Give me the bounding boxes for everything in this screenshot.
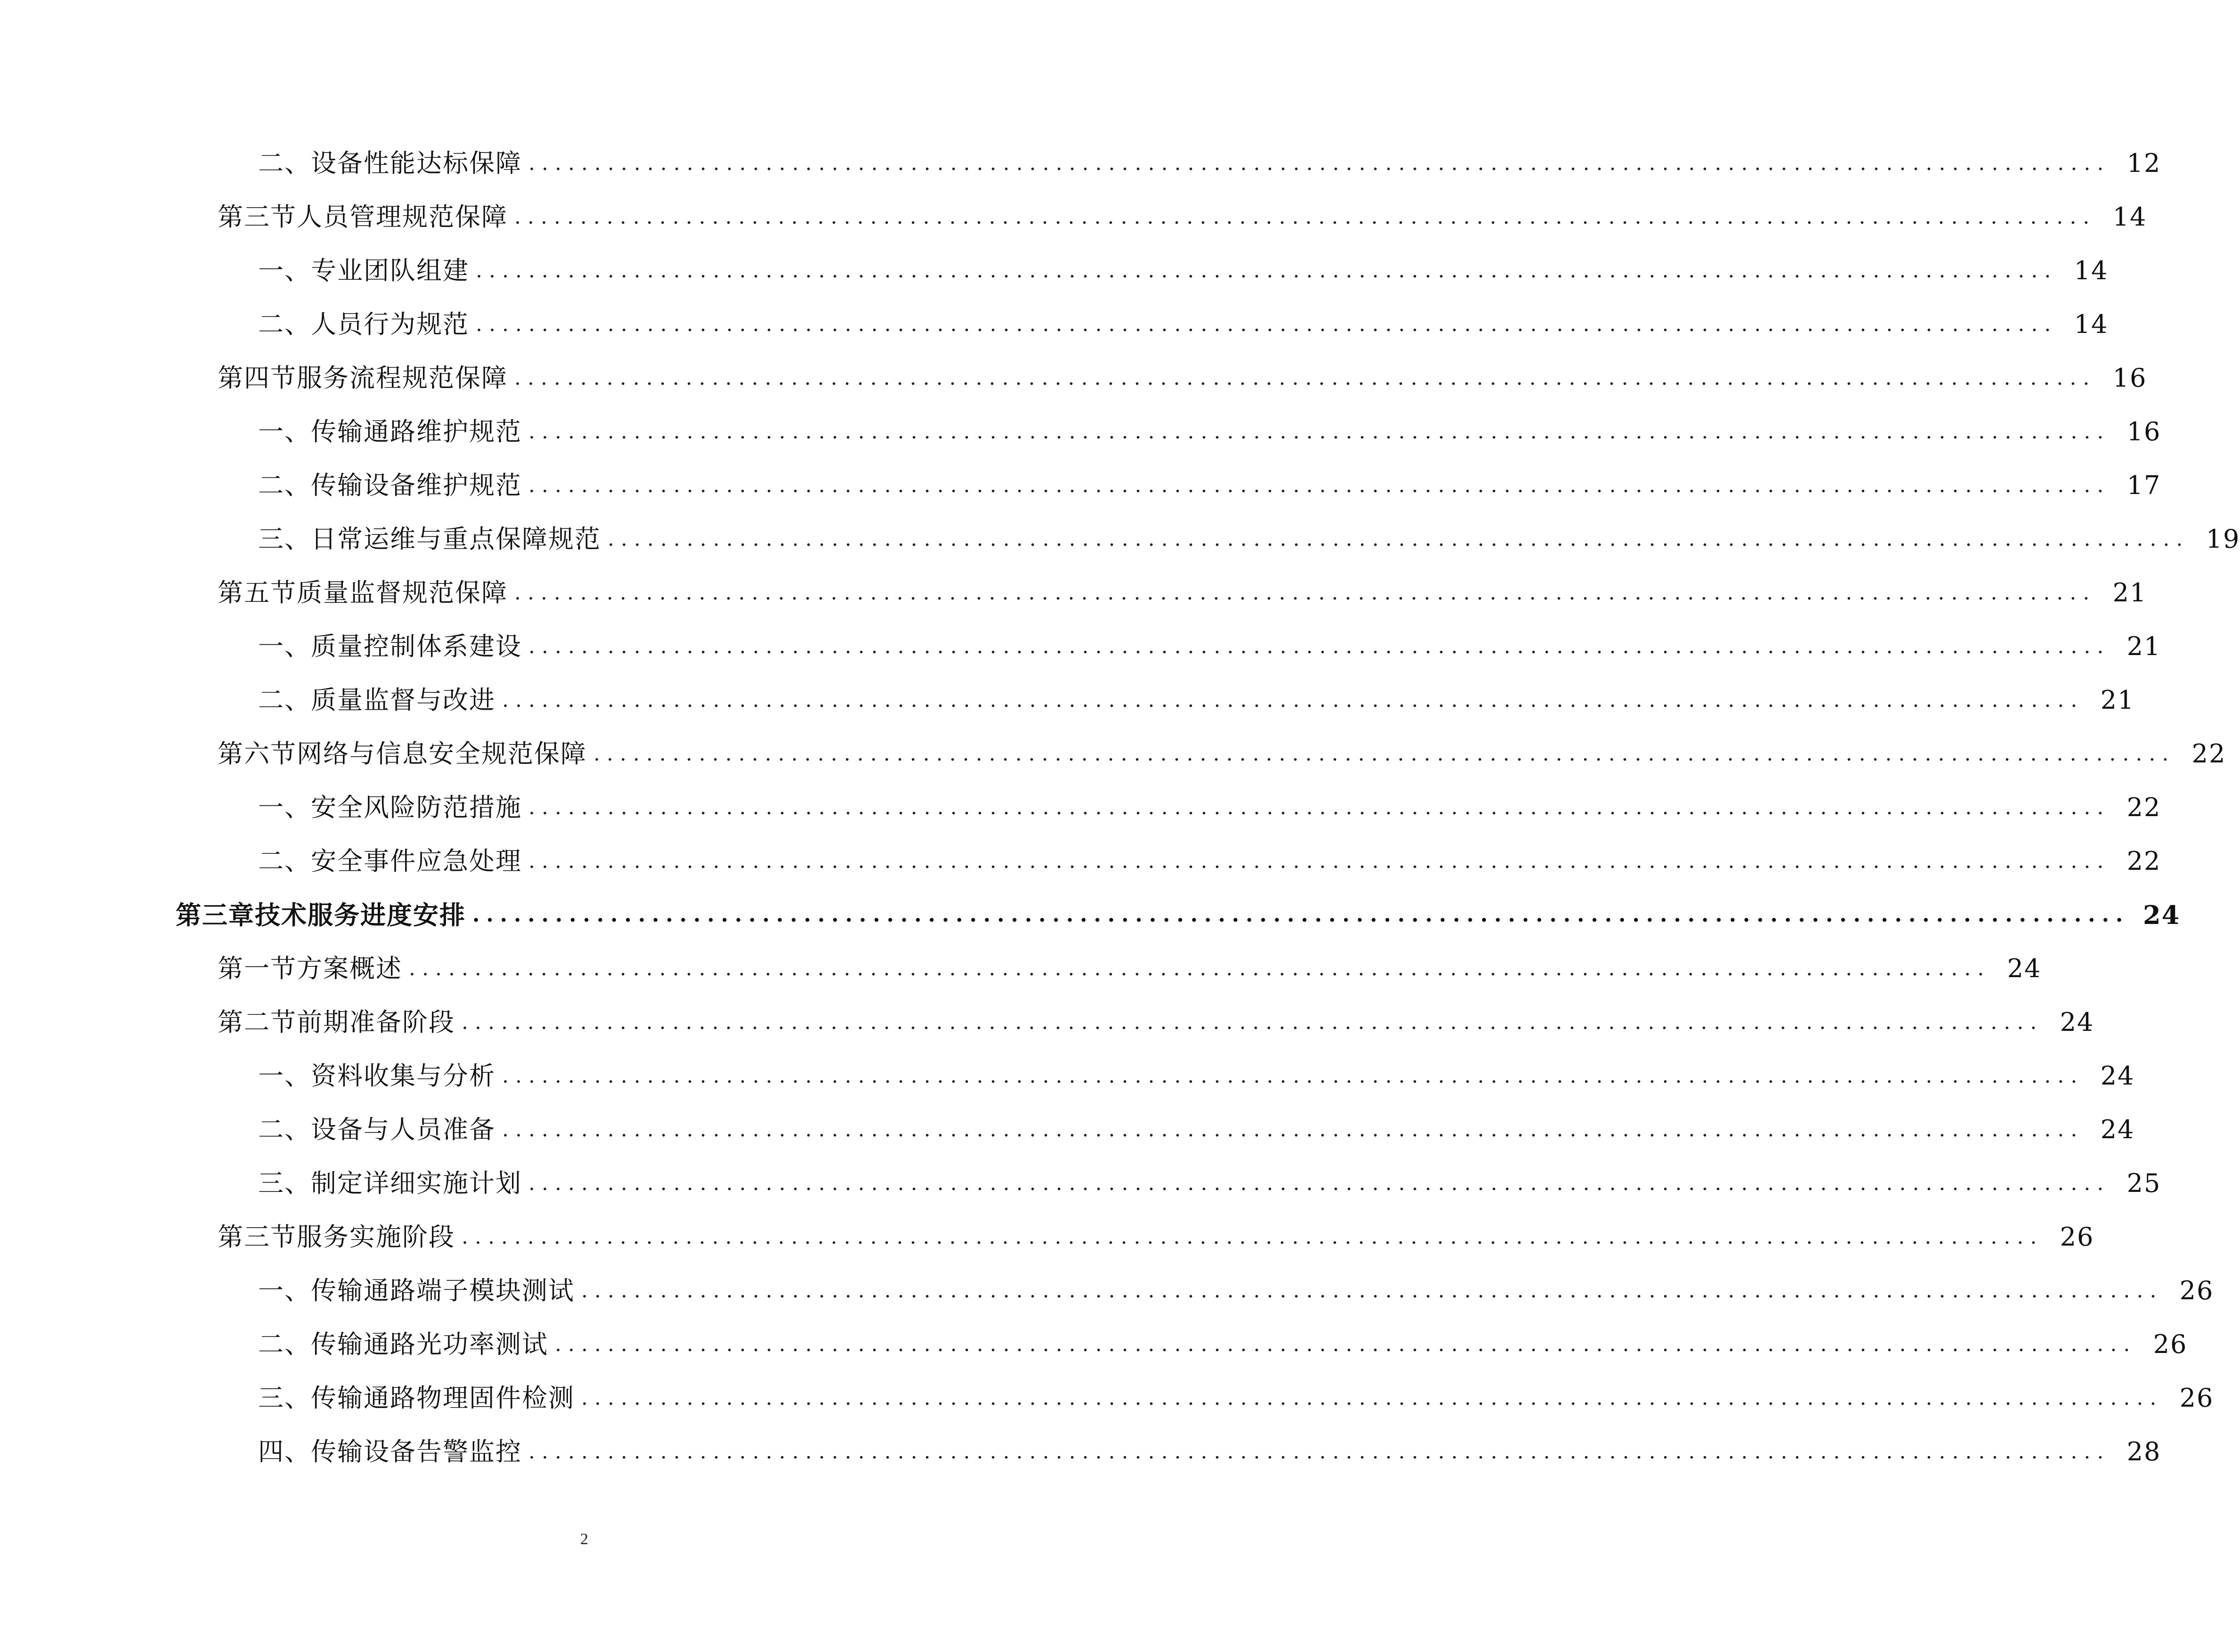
toc-leader-dots: ........................................................................................................................ bbox=[502, 1064, 2084, 1088]
toc-leader-dots: ........................................................................................................................ bbox=[581, 1386, 2163, 1410]
toc-entry-page: 16 bbox=[2112, 363, 2147, 393]
toc-entry-title: 传输通路物理固件检测 bbox=[311, 1383, 575, 1413]
toc-entry-number: 二、 bbox=[258, 309, 311, 339]
toc-entry-title: 网络与信息安全规范保障 bbox=[297, 739, 587, 769]
toc-entry-title: 质量控制体系建设 bbox=[311, 632, 522, 661]
toc-leader-dots: ........................................................................................................................ bbox=[528, 1440, 2110, 1464]
toc-entry-number: 第一节 bbox=[218, 954, 297, 983]
toc-entry-page: 22 bbox=[2126, 793, 2161, 822]
toc-leader-dots: ........................................................................................................................ bbox=[472, 903, 2130, 927]
toc-entry-number: 二、 bbox=[258, 685, 311, 715]
toc-entry-page: 21 bbox=[2126, 632, 2161, 661]
toc-entry-title: 服务实施阶段 bbox=[297, 1222, 455, 1252]
toc-entry[interactable] bbox=[0, 190, 2147, 244]
toc-entry-page: 25 bbox=[2126, 1168, 2161, 1198]
toc-entry[interactable] bbox=[0, 566, 2147, 620]
toc-entry-number: 第二节 bbox=[218, 1007, 297, 1037]
toc-entry-title: 方案概述 bbox=[297, 954, 402, 983]
toc-entry-title: 设备性能达标保障 bbox=[311, 148, 522, 178]
toc-entry-number: 三、 bbox=[258, 1383, 311, 1413]
toc-leader-dots: ........................................................................................................................ bbox=[476, 259, 2058, 283]
toc-leader-dots: ........................................................................................................................ bbox=[528, 473, 2110, 497]
toc-leader-dots: ........................................................................................................................ bbox=[409, 956, 1991, 980]
toc-entry-page: 12 bbox=[2126, 148, 2161, 178]
toc-entry-page: 22 bbox=[2191, 739, 2226, 769]
toc-leader-dots: ........................................................................................................................ bbox=[514, 205, 2096, 229]
toc-leader-dots: ........................................................................................................................ bbox=[528, 151, 2110, 175]
toc-entry-page: 16 bbox=[2126, 417, 2161, 446]
toc-entry-number: 四、 bbox=[258, 1437, 311, 1466]
toc-entry-number: 二、 bbox=[258, 1329, 311, 1359]
toc-entry-title: 设备与人员准备 bbox=[311, 1115, 495, 1144]
toc-entry[interactable] bbox=[0, 1049, 2135, 1103]
toc-leader-dots: ........................................................................................................................ bbox=[462, 1225, 2044, 1249]
toc-entry-title: 传输通路端子模块测试 bbox=[311, 1276, 575, 1305]
toc-entry-title: 人员行为规范 bbox=[311, 309, 469, 339]
toc-entry-title: 制定详细实施计划 bbox=[311, 1168, 522, 1198]
toc-entry-number: 三、 bbox=[258, 1168, 311, 1198]
toc-entry-number: 三、 bbox=[258, 524, 311, 554]
toc-entry-title: 传输设备告警监控 bbox=[311, 1437, 522, 1466]
toc-leader-dots: ........................................................................................................................ bbox=[502, 1118, 2084, 1142]
toc-leader-dots: ........................................................................................................................ bbox=[555, 1332, 2137, 1356]
toc-entry-number: 第四节 bbox=[218, 363, 297, 393]
toc-entry-title: 资料收集与分析 bbox=[311, 1061, 495, 1091]
toc-entry-title: 传输通路光功率测试 bbox=[311, 1329, 548, 1359]
toc-entry-page: 24 bbox=[2100, 1061, 2135, 1091]
toc-entry-title: 质量监督规范保障 bbox=[297, 578, 508, 607]
toc-entry[interactable] bbox=[0, 888, 2181, 942]
toc-entry-number: 二、 bbox=[258, 148, 311, 178]
toc-entry-page: 21 bbox=[2100, 685, 2135, 715]
toc-leader-dots: ........................................................................................................................ bbox=[514, 366, 2096, 390]
toc-entry-title: 技术服务进度安排 bbox=[255, 900, 466, 930]
toc-entry-page: 24 bbox=[2100, 1115, 2135, 1144]
toc-leader-dots: ........................................................................................................................ bbox=[528, 849, 2110, 873]
toc-entry-page: 22 bbox=[2126, 846, 2161, 876]
toc-leader-dots: ........................................................................................................................ bbox=[593, 742, 2175, 766]
toc-entry-number: 一、 bbox=[258, 1276, 311, 1305]
toc-entry-number: 一、 bbox=[258, 793, 311, 822]
toc-entry-title: 专业团队组建 bbox=[311, 256, 469, 285]
toc-entry-title: 前期准备阶段 bbox=[297, 1007, 455, 1037]
toc-entry[interactable] bbox=[0, 1210, 2094, 1264]
page-number-footer: 2 bbox=[580, 1531, 588, 1548]
toc-entry-title: 人员管理规范保障 bbox=[297, 202, 508, 232]
toc-entry[interactable] bbox=[0, 1318, 2188, 1371]
toc-entry-number: 第三章 bbox=[176, 900, 255, 930]
toc-entry-number: 第三节 bbox=[218, 202, 297, 232]
toc-entry-page: 14 bbox=[2074, 256, 2109, 285]
toc-entry-page: 24 bbox=[2143, 900, 2181, 930]
toc-entry-page: 21 bbox=[2112, 578, 2147, 607]
toc-entry[interactable] bbox=[0, 298, 2109, 351]
toc-entry[interactable] bbox=[0, 1371, 2214, 1425]
toc-entry-number: 一、 bbox=[258, 632, 311, 661]
toc-entry[interactable] bbox=[0, 781, 2161, 834]
toc-leader-dots: ........................................................................................................................ bbox=[502, 688, 2084, 712]
toc-entry-number: 二、 bbox=[258, 470, 311, 500]
toc-entry-page: 26 bbox=[2179, 1276, 2214, 1305]
toc-entry[interactable] bbox=[0, 727, 2226, 781]
toc-entry-page: 19 bbox=[2206, 524, 2240, 554]
toc-entry[interactable] bbox=[0, 137, 2161, 190]
toc-entry[interactable] bbox=[0, 512, 2240, 566]
toc-entry[interactable] bbox=[0, 244, 2109, 298]
toc-entry[interactable] bbox=[0, 620, 2161, 673]
toc-entry[interactable] bbox=[0, 405, 2161, 459]
toc-leader-dots: ........................................................................................................................ bbox=[514, 581, 2096, 605]
toc-leader-dots: ........................................................................................................................ bbox=[528, 1171, 2110, 1195]
toc-entry-title: 质量监督与改进 bbox=[311, 685, 495, 715]
toc-entry[interactable] bbox=[0, 351, 2147, 405]
toc-entry-title: 安全事件应急处理 bbox=[311, 846, 522, 876]
toc-entry-page: 17 bbox=[2126, 470, 2161, 500]
toc-leader-dots: ........................................................................................................................ bbox=[528, 420, 2110, 444]
toc-entry[interactable] bbox=[0, 834, 2161, 888]
toc-entry[interactable] bbox=[0, 1157, 2161, 1210]
toc-entry[interactable] bbox=[0, 996, 2094, 1049]
toc-entry-number: 第六节 bbox=[218, 739, 297, 769]
toc-entry-page: 26 bbox=[2153, 1329, 2188, 1359]
toc-entry-number: 第三节 bbox=[218, 1222, 297, 1252]
toc-entry[interactable] bbox=[0, 1103, 2135, 1157]
toc-entry-page: 24 bbox=[2007, 954, 2042, 983]
toc-entry-number: 一、 bbox=[258, 1061, 311, 1091]
toc-entry-title: 日常运维与重点保障规范 bbox=[311, 524, 601, 554]
toc-entry-number: 一、 bbox=[258, 256, 311, 285]
toc-entry-page: 14 bbox=[2074, 309, 2109, 339]
toc-entry-title: 服务流程规范保障 bbox=[297, 363, 508, 393]
toc-leader-dots: ........................................................................................................................ bbox=[581, 1279, 2163, 1303]
toc-entry[interactable] bbox=[0, 673, 2135, 727]
toc-entry-number: 一、 bbox=[258, 417, 311, 446]
toc-entry-page: 14 bbox=[2112, 202, 2147, 232]
toc-leader-dots: ........................................................................................................................ bbox=[462, 1010, 2044, 1034]
table-of-contents bbox=[0, 137, 2240, 1479]
toc-entry-number: 二、 bbox=[258, 1115, 311, 1144]
toc-entry[interactable] bbox=[0, 942, 2042, 996]
toc-leader-dots: ........................................................................................................................ bbox=[476, 312, 2058, 336]
toc-entry[interactable] bbox=[0, 1425, 2161, 1479]
toc-entry-title: 安全风险防范措施 bbox=[311, 793, 522, 822]
toc-entry-page: 24 bbox=[2060, 1007, 2094, 1037]
toc-entry[interactable] bbox=[0, 459, 2161, 512]
toc-entry-title: 传输通路维护规范 bbox=[311, 417, 522, 446]
toc-entry[interactable] bbox=[0, 1264, 2214, 1318]
toc-entry-number: 二、 bbox=[258, 846, 311, 876]
toc-entry-title: 传输设备维护规范 bbox=[311, 470, 522, 500]
toc-leader-dots: ........................................................................................................................ bbox=[608, 527, 2190, 551]
toc-entry-page: 26 bbox=[2060, 1222, 2094, 1252]
toc-entry-number: 第五节 bbox=[218, 578, 297, 607]
toc-leader-dots: ........................................................................................................................ bbox=[528, 795, 2110, 819]
toc-entry-page: 28 bbox=[2126, 1437, 2161, 1466]
toc-leader-dots: ........................................................................................................................ bbox=[528, 634, 2110, 658]
toc-entry-page: 26 bbox=[2179, 1383, 2214, 1413]
